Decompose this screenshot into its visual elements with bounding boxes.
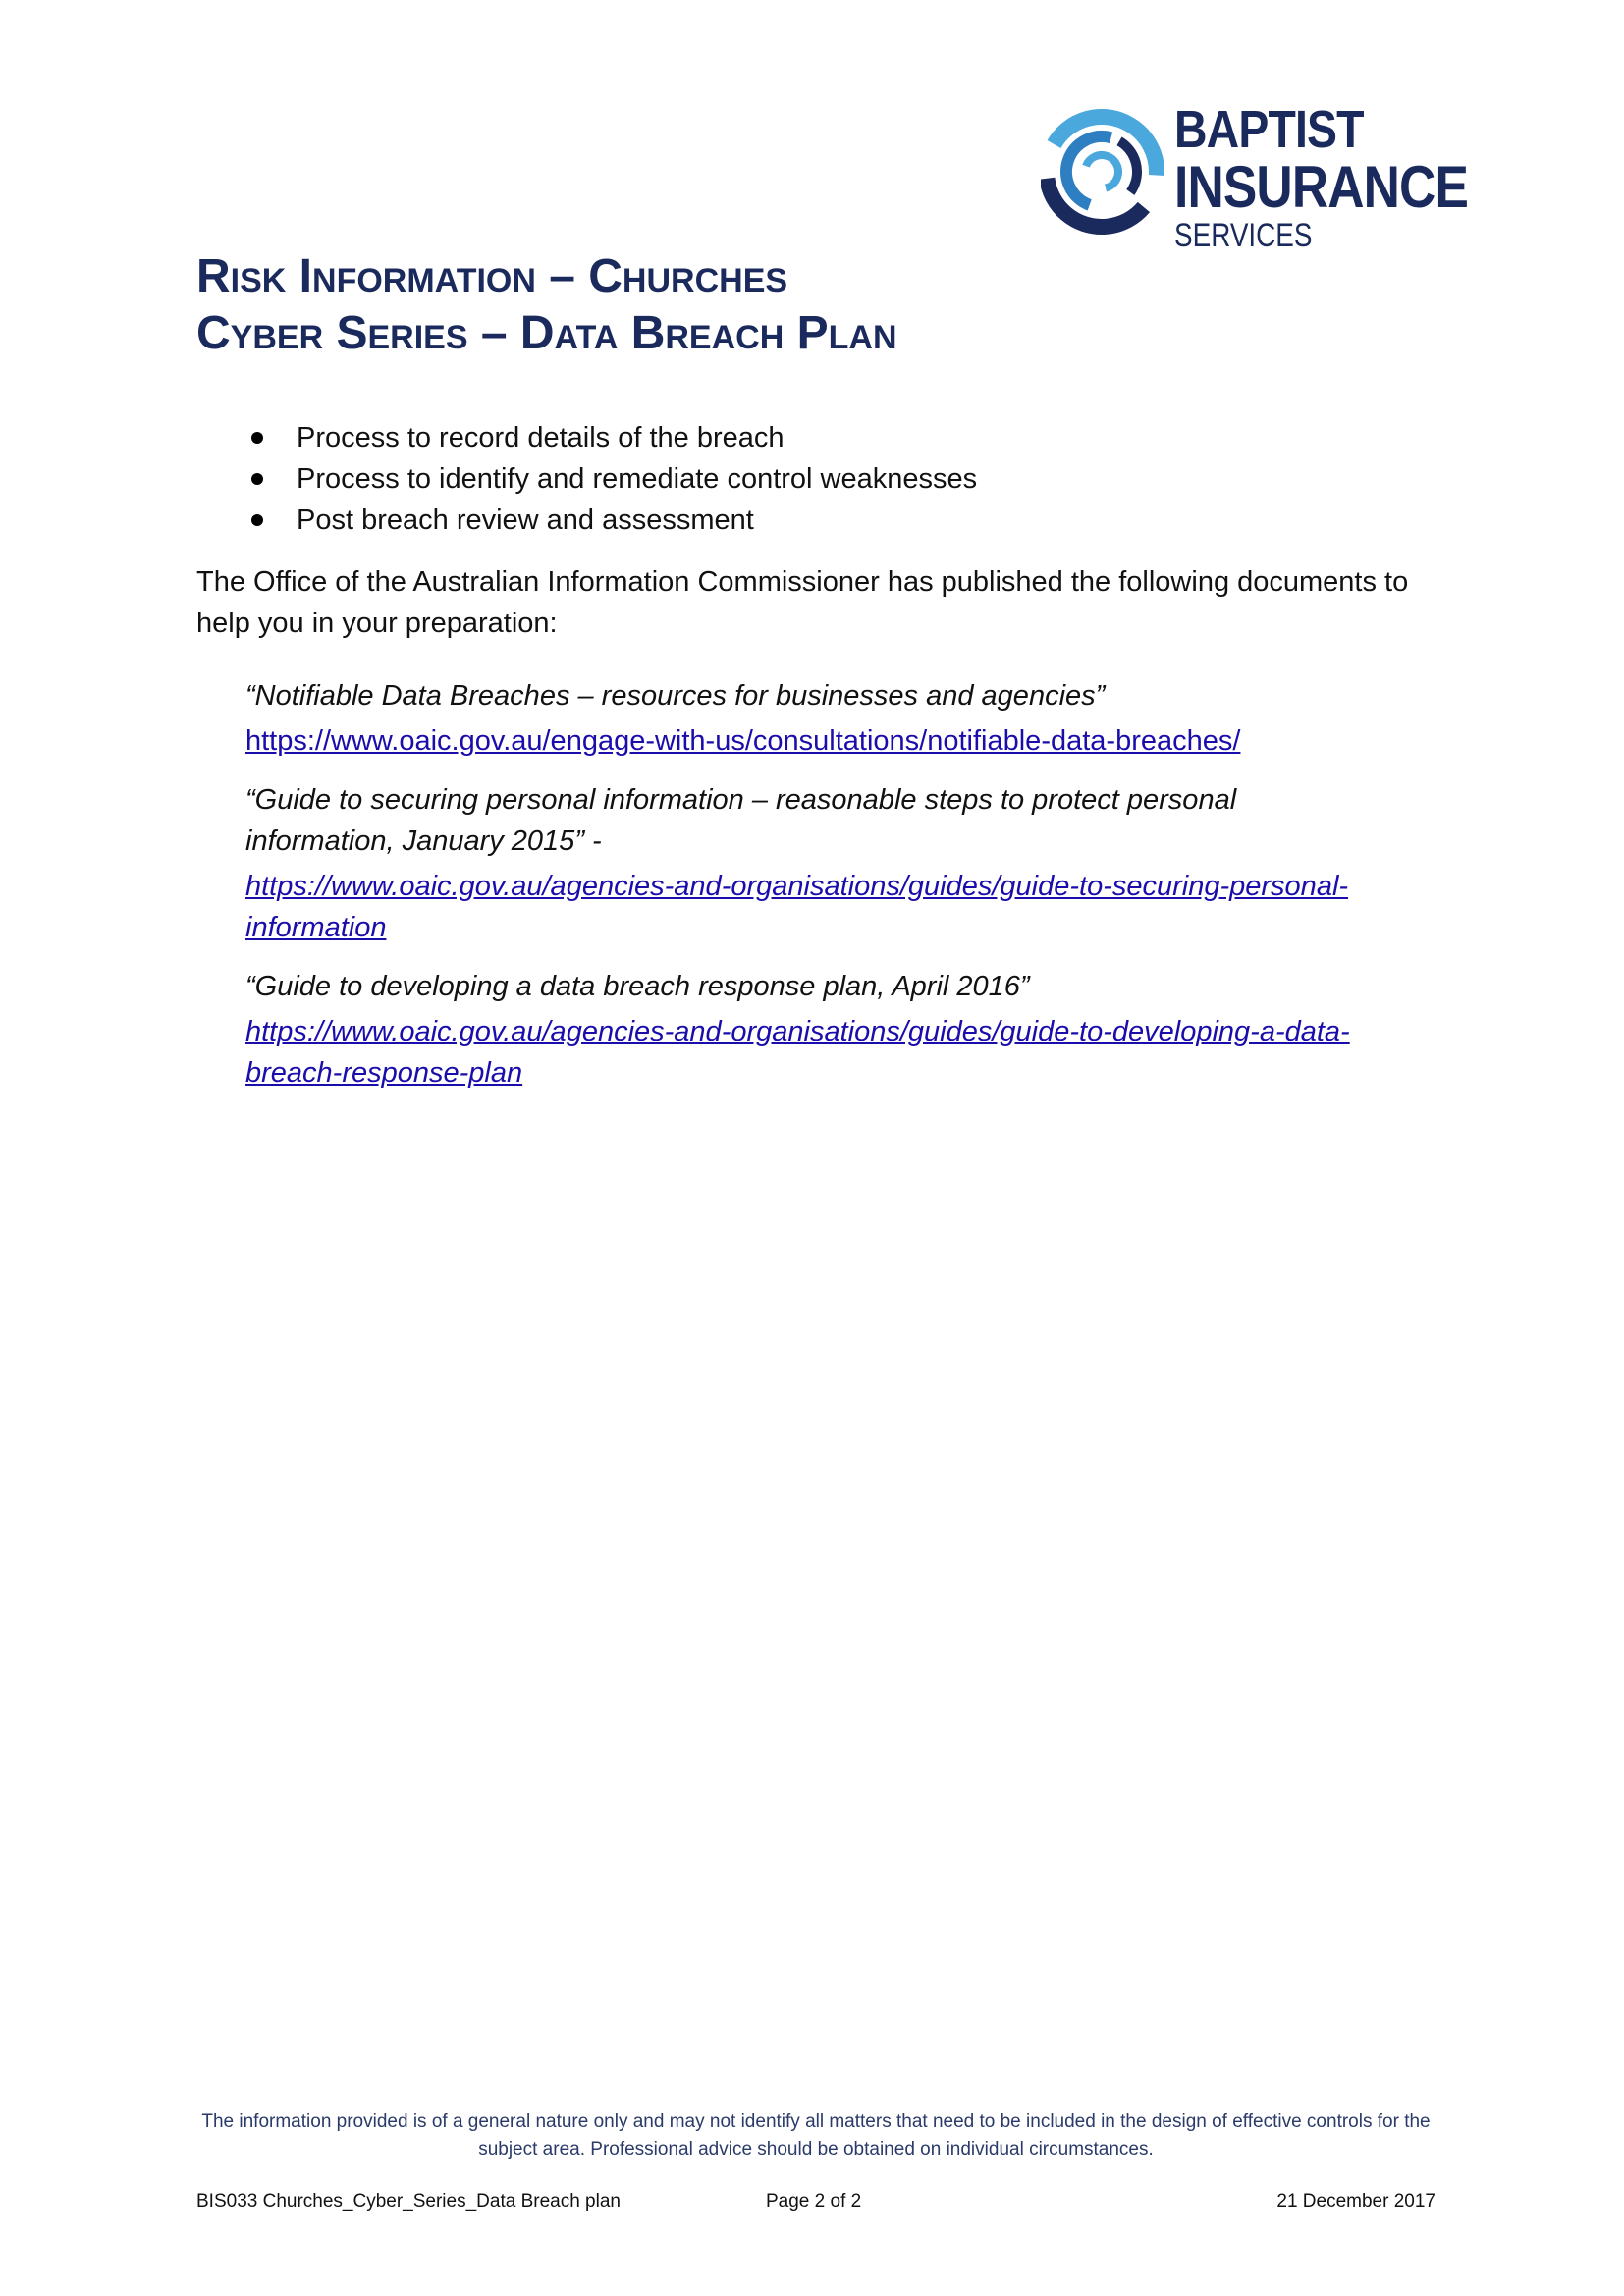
reference-link[interactable]: https://www.oaic.gov.au/agencies-and-organisations/guides/guide-to-securing-personal-information <box>245 871 1349 943</box>
swirl-logo-icon <box>1041 103 1178 240</box>
list-item <box>245 417 977 458</box>
title-line-1: Risk Information – Churches <box>196 250 788 302</box>
footer-doc-id: BIS033 Churches_Cyber_Series_Data Breach plan <box>196 2191 621 2212</box>
reference-title: “Guide to securing personal information – reasonable steps to protect personal information, January 2015” - <box>245 784 1237 857</box>
list-item-text: Process to identify and remediate control weaknesses <box>297 463 978 495</box>
reference-title: “Notifiable Data Breaches – resources for businesses and agencies” <box>245 680 1106 712</box>
reference-list <box>245 675 1384 1111</box>
list-item <box>245 458 977 500</box>
list-item <box>245 500 977 541</box>
title-line-2: Cyber Series – Data Breach Plan <box>196 307 897 359</box>
logo-line-1: BAPTIST <box>1174 100 1364 159</box>
reference-link[interactable]: https://www.oaic.gov.au/agencies-and-organisations/guides/guide-to-developing-a-data-breach-response-plan <box>245 1016 1350 1089</box>
reference-item <box>245 966 1384 1094</box>
reference-title: “Guide to developing a data breach response plan, April 2016” <box>245 971 1030 1002</box>
reference-item <box>245 675 1384 762</box>
logo-line-3: SERVICES <box>1174 217 1313 254</box>
disclaimer: The information provided is of a general nature only and may not identify all matters that need to be included in the design of effective controls for the subject area. Professional advice should be obtained on individual circumstances. <box>201 2111 1431 2160</box>
intro-paragraph: The Office of the Australian Information Commissioner has published the following documents to help you in your preparation: <box>196 566 1409 639</box>
bullet-icon <box>251 432 263 444</box>
footer-date: 21 December 2017 <box>1276 2191 1435 2212</box>
bullet-icon <box>251 473 263 485</box>
footer-page-number: Page 2 of 2 <box>766 2191 862 2212</box>
logo-line-2: INSURANCE <box>1174 154 1469 220</box>
list-item-text: Post breach review and assessment <box>297 505 754 536</box>
bullet-icon <box>251 514 263 526</box>
page-title <box>196 248 897 362</box>
list-item-text: Process to record details of the breach <box>297 422 785 454</box>
company-logo <box>1041 100 1469 254</box>
reference-item <box>245 779 1384 948</box>
reference-link[interactable]: https://www.oaic.gov.au/engage-with-us/consultations/notifiable-data-breaches/ <box>245 725 1241 757</box>
bullet-list <box>245 417 977 541</box>
